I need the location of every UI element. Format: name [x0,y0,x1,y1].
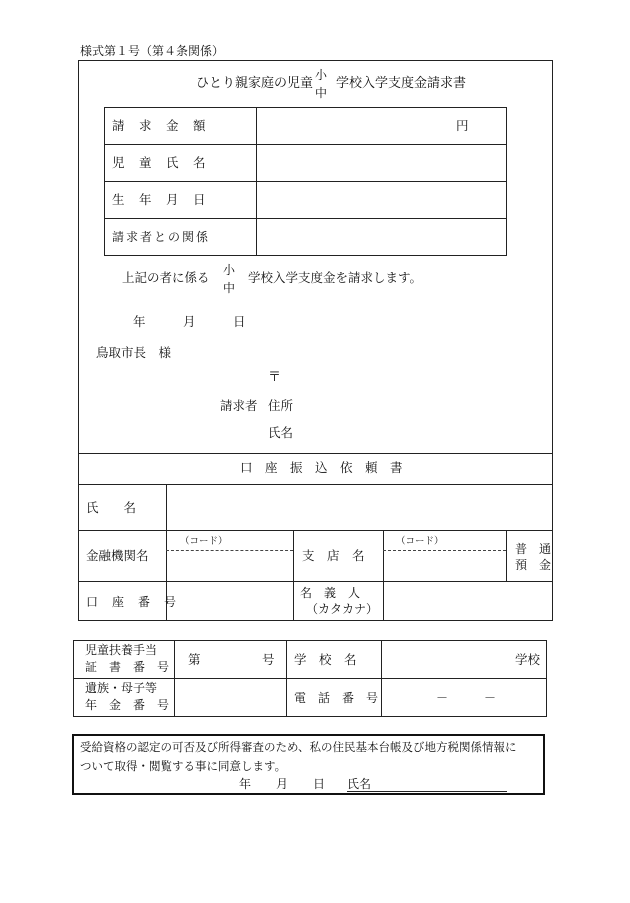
consent-day: 日 [313,777,326,791]
child-name-input[interactable] [262,149,502,177]
child-name-label: 児 童 氏 名 [112,155,207,170]
institution-code-label: （コード） [180,536,228,547]
statement-suffix: 学校入学支度金を請求します。 [248,270,423,285]
consent-line-1: 受給資格の認定の可否及び所得審査のため、私の住民基本台帳及び地方税関係情報に [80,740,517,754]
child-allowance-label-1: 児童扶養手当 [85,643,158,657]
addressee: 鳥取市長 様 [96,345,172,360]
bank-heading: 口 座 振 込 依 頼 書 [240,460,403,475]
branch-code-label: （コード） [396,536,444,547]
certificate-dai: 第 [188,652,201,667]
title-suffix: 学校入学支度金請求書 [336,76,467,91]
title-prefix: ひとり親家庭の児童 [196,76,314,91]
phone-dash: － － [436,691,497,705]
school-name-input[interactable] [388,650,512,670]
date-year-label: 年 [133,314,146,329]
statement-stack-top: 小 [223,263,236,277]
consent-month: 月 [276,777,289,791]
statement-stack-bottom: 中 [223,281,236,295]
statement-prefix: 上記の者に係る [122,270,210,285]
consent-year: 年 [239,777,252,791]
applicant-role: 請求者 [220,398,258,413]
certificate-number-input[interactable] [205,650,257,670]
pension-number-input[interactable] [180,686,280,708]
address-input[interactable] [300,395,540,415]
form-number: 様式第１号（第４条関係） [80,44,225,58]
applicant-name-input[interactable] [300,422,540,442]
account-holder-name-input[interactable] [172,490,547,524]
name-label: 氏名 [268,425,294,440]
date-month-label: 月 [183,314,196,329]
school-suffix: 学校 [515,652,541,667]
branch-label: 支 店 名 [302,548,365,563]
relationship-label: 請求者との関係 [112,230,211,244]
institution-label: 金融機関名 [86,548,149,563]
phone-label: 電 話 番 号 [294,691,379,705]
school-label: 学 校 名 [294,652,357,667]
phone-number-input[interactable] [388,686,542,708]
request-amount-input[interactable] [262,112,442,140]
account-number-label: 口 座 番 号 [86,595,178,609]
postal-mark: 〒 [268,370,282,385]
account-type-ordinary[interactable]: 普 通 [515,542,552,556]
account-number-input[interactable] [172,588,288,616]
address-label: 住所 [268,398,294,413]
pension-label-2: 年 金 番 号 [85,698,170,712]
holder-sub-label: （カタカナ） [306,602,379,616]
request-amount-label: 請 求 金 額 [112,118,207,133]
consent-name-label: 氏名 [347,777,372,791]
holder-kana-input[interactable] [389,588,547,616]
signature-line [347,791,507,792]
consent-name-input[interactable] [372,775,504,791]
date-day-label: 日 [233,314,246,329]
birth-date-input[interactable] [262,186,502,214]
title-stack-bottom: 中 [315,86,328,100]
branch-input[interactable] [389,554,501,576]
account-type-deposit: 預 金 [515,558,552,572]
bank-name-label: 氏 名 [86,500,137,515]
certificate-gou: 号 [262,652,275,667]
pension-label-1: 遺族・母子等 [85,681,158,695]
birth-date-label: 生 年 月 日 [112,192,207,207]
child-allowance-label-2: 証 書 番 号 [85,660,170,674]
holder-label: 名 義 人 [300,586,361,600]
relationship-input[interactable] [262,223,502,251]
yen-unit: 円 [456,118,469,133]
title-stack-top: 小 [315,68,328,82]
institution-input[interactable] [172,554,288,576]
consent-line-2: ついて取得・閲覧する事に同意します。 [80,759,287,773]
